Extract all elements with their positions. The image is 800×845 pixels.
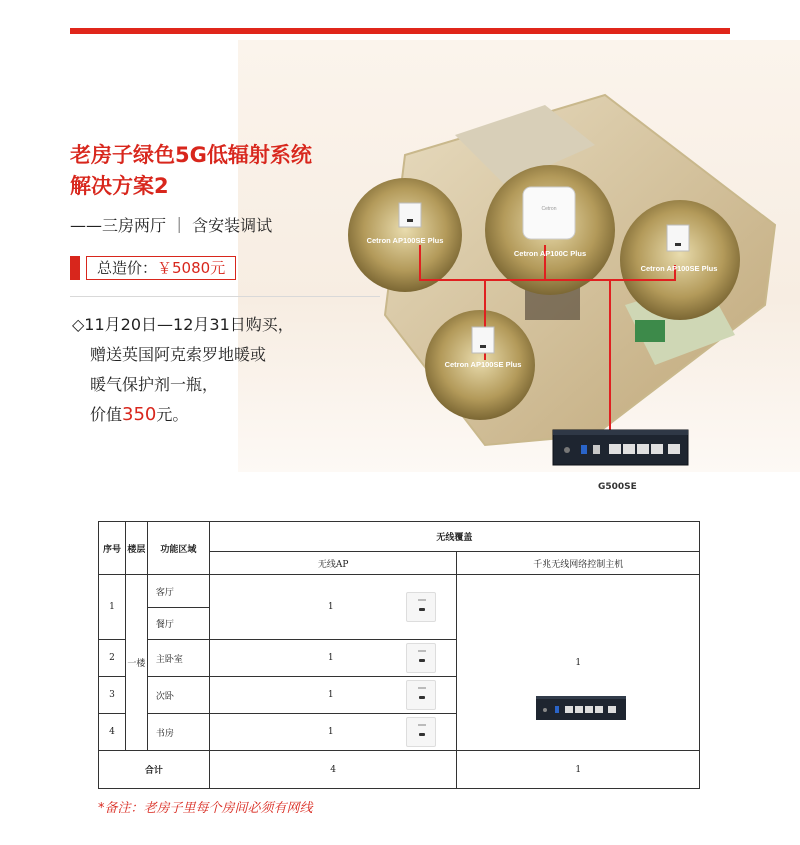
title-line-1: 老房子绿色5G低辐射系统: [70, 143, 312, 167]
promo-line-1: ◇11月20日—12月31日购买，: [72, 315, 294, 334]
title-line-2: 解决方案2: [70, 174, 169, 198]
total-label: 合计: [99, 751, 210, 789]
floor-cell: 一楼: [125, 575, 147, 751]
router-label: G500SE: [598, 482, 637, 492]
row-seq: 1: [99, 575, 126, 640]
room-circle-left: [348, 178, 462, 292]
ap-count: 1: [327, 653, 334, 663]
row-area: 书房: [147, 714, 209, 751]
header-seq: 序号: [99, 522, 126, 575]
page-title: [70, 140, 390, 202]
price-box: [86, 256, 236, 280]
promo-line-2: 赠送英国阿克索罗地暖或: [90, 345, 267, 364]
row-seq: 2: [99, 640, 126, 677]
price-value: ￥5080元: [157, 259, 226, 277]
header-controller: 千兆无线网络控制主机: [457, 552, 700, 575]
ap-thumbnail-icon: [406, 717, 436, 747]
total-controller: 1: [457, 751, 700, 789]
ap-brand-text: Cetron: [541, 206, 557, 212]
router-device-icon: [553, 430, 688, 465]
ap-count: 1: [327, 690, 334, 700]
controller-thumbnail-icon: [535, 693, 627, 723]
top-accent-bar: [70, 28, 730, 34]
ap-device-right-icon: [667, 225, 689, 251]
header-floor: 楼层: [125, 522, 147, 575]
row-seq: 4: [99, 714, 126, 751]
ap-label-right: Cetron AP100SE Plus: [640, 264, 718, 273]
table-total-row: [99, 751, 700, 789]
ap-cell: [209, 640, 457, 677]
promo-text: [72, 310, 294, 430]
divider: [70, 296, 380, 297]
ap-thumbnail-icon: [406, 680, 436, 710]
controller-cell: [457, 575, 700, 751]
promo-line-4: 价值350元。: [90, 404, 189, 425]
price-flag-icon: [70, 256, 80, 280]
room-circle-right: [620, 200, 740, 320]
ap-label-left: Cetron AP100SE Plus: [366, 236, 444, 245]
ap-device-center-icon: [523, 187, 575, 239]
ap-device-left-icon: [399, 203, 421, 227]
ap-label-bottom: Cetron AP100SE Plus: [444, 360, 522, 369]
ap-count: 1: [327, 727, 334, 737]
ap-label-center: Cetron AP100C Plus: [513, 249, 587, 258]
ap-cell: [209, 677, 457, 714]
floor-plan-illustration: [345, 75, 785, 470]
row-seq: 3: [99, 677, 126, 714]
row-area: 次卧: [147, 677, 209, 714]
ap-count: 1: [327, 602, 334, 612]
row-area: 餐厅: [147, 608, 209, 640]
total-ap: 4: [209, 751, 457, 789]
subtitle: ——三房两厅 ｜ 含安装调试: [70, 216, 273, 235]
header-ap: 无线AP: [209, 552, 457, 575]
promo-value: 350: [122, 404, 157, 425]
promo-line-3: 暖气保护剂一瓶，: [90, 375, 219, 394]
ap-cell: [209, 575, 457, 640]
row-area: 客厅: [147, 575, 209, 608]
equipment-table: [98, 521, 700, 789]
header-coverage: 无线覆盖: [209, 522, 699, 552]
price-label: 总造价：: [97, 259, 158, 277]
footnote: *备注：老房子里每个房间必须有网线: [98, 801, 313, 816]
header-area: 功能区域: [147, 522, 209, 575]
garden-table: [635, 320, 665, 342]
row-area: 主卧室: [147, 640, 209, 677]
ap-device-bottom-icon: [472, 327, 494, 353]
table-row: [99, 575, 700, 608]
ap-thumbnail-icon: [406, 643, 436, 673]
ap-cell: [209, 714, 457, 751]
ap-thumbnail-icon: [406, 592, 436, 622]
controller-count: 1: [575, 657, 582, 668]
